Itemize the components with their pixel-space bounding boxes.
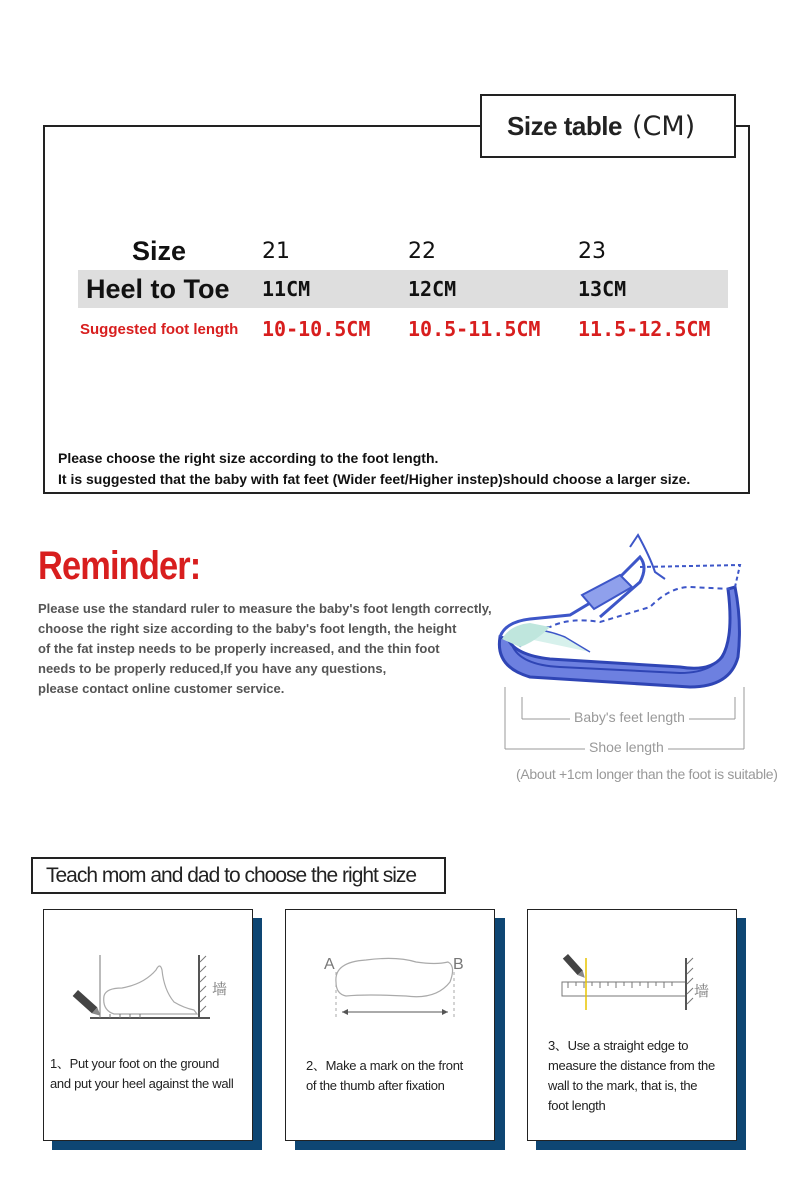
teach-title-box (31, 857, 446, 894)
suggested-foot-length-cell: 10.5-11.5CM (408, 317, 541, 341)
foot-against-wall-illustration (44, 910, 254, 1142)
size-row (78, 232, 728, 270)
suggested-foot-length-cell: 11.5-12.5CM (578, 317, 711, 341)
foot-outline-illustration (286, 910, 496, 1142)
reminder-text: Please use the standard ruler to measure the baby's foot length correctly, (38, 601, 492, 616)
step-text: 2、Make a mark on the front (306, 1058, 463, 1073)
teach-title: Teach mom and dad to choose the right size (46, 863, 417, 887)
heel-to-toe-cell: 12CM (408, 277, 457, 301)
shoe-length-label: Shoe length (585, 739, 668, 755)
wall-label: 墙 (694, 982, 710, 1000)
heel-to-toe-row (78, 270, 728, 308)
fit-hint: (About +1cm longer than the foot is suitable) (516, 766, 778, 782)
size-row-label: Size (132, 235, 187, 266)
step-text: measure the distance from the (548, 1058, 715, 1073)
wall-label: 墙 (212, 980, 228, 998)
reminder-title: Reminder: (38, 544, 201, 588)
point-a-label: A (324, 956, 335, 973)
step-card-2 (285, 909, 495, 1141)
suggested-foot-length-label: Suggested foot length (80, 320, 239, 338)
size-note: Please choose the right size according to the foot length. (58, 450, 439, 466)
step-text: wall to the mark, that is, the (548, 1078, 698, 1093)
feet-length-label: Baby's feet length (570, 709, 689, 725)
size-table-unit: (CM) (631, 110, 696, 142)
suggested-foot-length-cell: 10-10.5CM (262, 317, 371, 341)
reminder-text: please contact online customer service. (38, 681, 285, 696)
size-table-title: Size table (507, 110, 622, 141)
step-card-3 (527, 909, 737, 1141)
point-b-label: B (453, 956, 464, 973)
step-text: 3、Use a straight edge to (548, 1038, 689, 1053)
reminder-text: of the fat instep needs to be properly increased, and the thin foot (38, 641, 440, 656)
shoe-diagram (490, 527, 745, 757)
size-note: It is suggested that the baby with fat feet (Wider feet/Higher instep)should choose a larger size. (58, 471, 691, 487)
step-text: foot length (548, 1098, 606, 1113)
heel-to-toe-cell: 13CM (578, 277, 627, 301)
size-cell: 22 (408, 238, 436, 264)
step-text: 1、Put your foot on the ground (50, 1056, 220, 1071)
heel-to-toe-label: Heel to Toe (86, 273, 230, 304)
reminder-text: needs to be properly reduced,If you have any questions, (38, 661, 387, 676)
suggested-foot-length-row (78, 310, 728, 348)
step-text: of the thumb after fixation (306, 1078, 445, 1093)
reminder-text: choose the right size according to the baby's foot length, the height (38, 621, 457, 636)
size-cell: 23 (578, 238, 606, 264)
size-table-title-box (480, 94, 736, 158)
step-text: and put your heel against the wall (50, 1076, 234, 1091)
step-card-1 (43, 909, 253, 1141)
heel-to-toe-cell: 11CM (262, 277, 311, 301)
size-cell: 21 (262, 238, 290, 264)
